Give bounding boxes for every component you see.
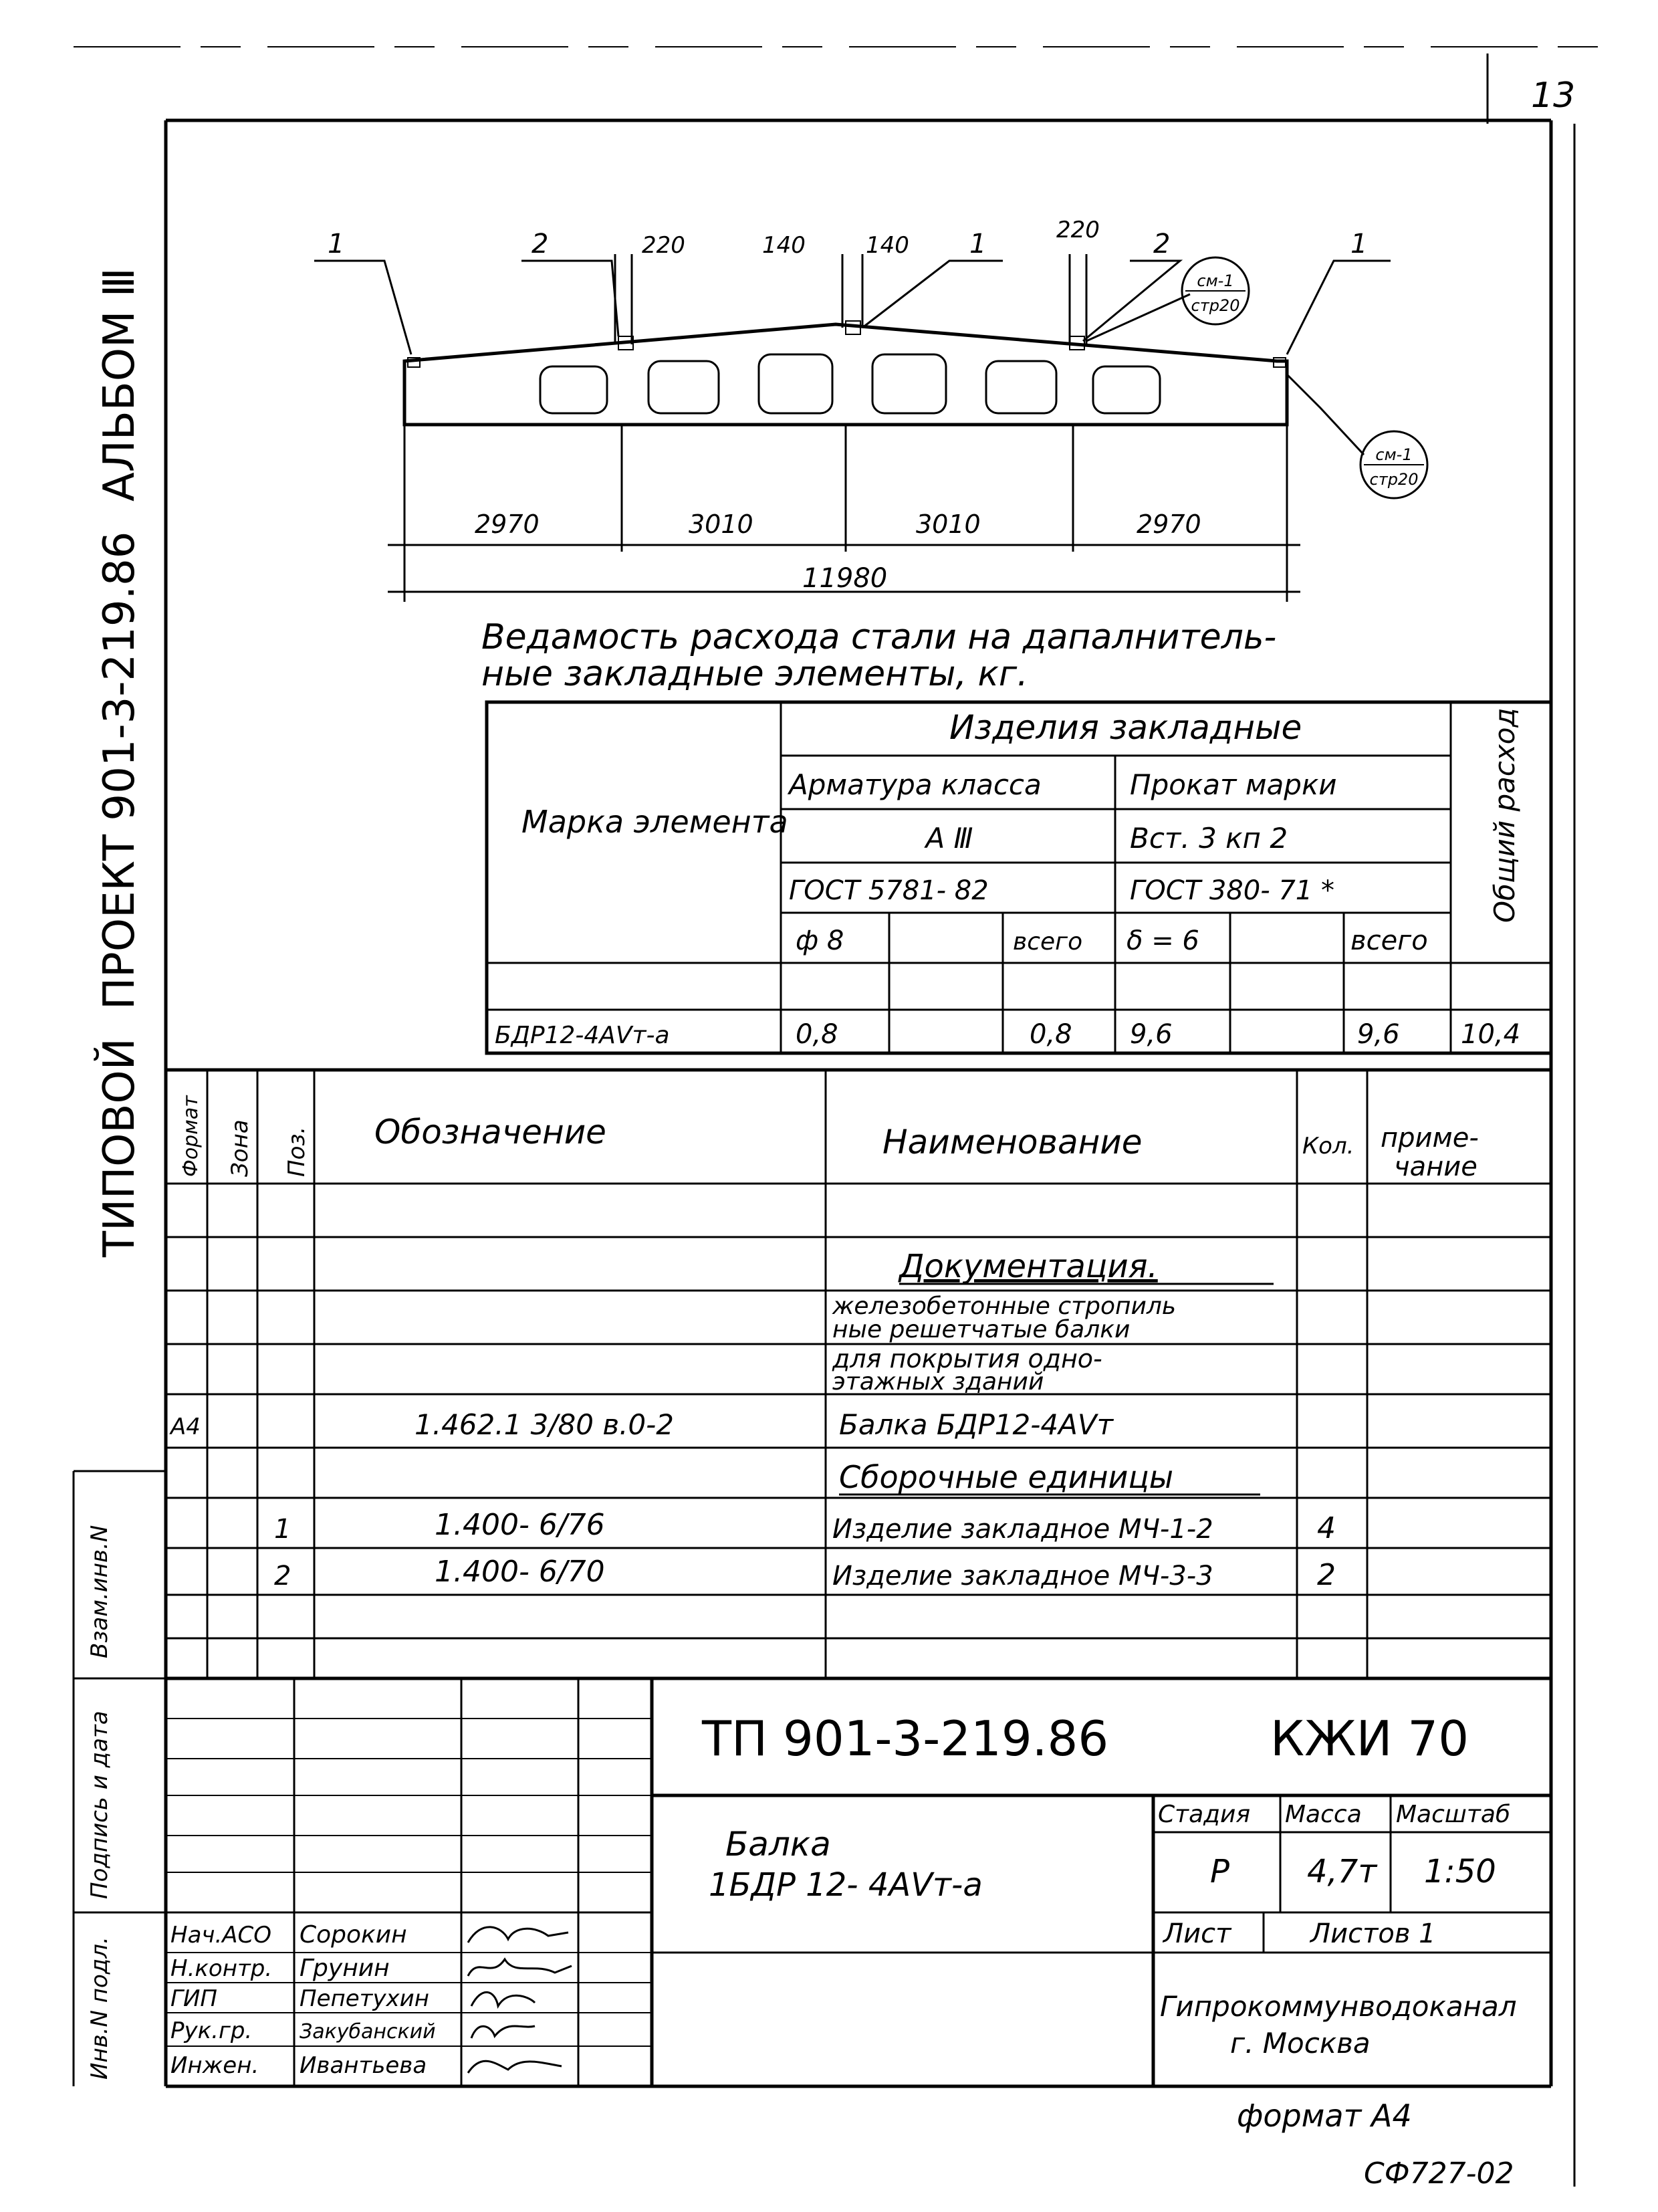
row-name: Изделие закладное МЧ-1-2 bbox=[832, 1514, 1213, 1545]
beam-elevation bbox=[314, 254, 1427, 602]
row-total2: 9,6 bbox=[1357, 1019, 1400, 1050]
steel-table-title-line2: ные закладные элементы, кг. bbox=[481, 654, 1028, 694]
leader-line bbox=[1287, 374, 1364, 455]
span-dimension: 3010 bbox=[916, 510, 981, 539]
span-dimension: 2970 bbox=[1137, 510, 1201, 539]
mass-label: Масса bbox=[1285, 1801, 1362, 1828]
callout-label: 140 bbox=[866, 232, 909, 259]
row-mark: БДР12-4АⅤт-а bbox=[495, 1022, 670, 1049]
beam-opening bbox=[986, 361, 1056, 413]
leader-line bbox=[1083, 261, 1180, 341]
role-name: Грунин bbox=[300, 1955, 390, 1982]
strip-inv-original bbox=[86, 1937, 113, 2080]
svg-text:Инв.N подл.: Инв.N подл. bbox=[86, 1937, 113, 2080]
doc-desc-line: для покрытия одно- bbox=[832, 1344, 1102, 1373]
callout-label: 220 bbox=[642, 232, 685, 259]
total-length-dimension: 11980 bbox=[802, 563, 888, 594]
sheets-label: Листов 1 bbox=[1310, 1918, 1436, 1949]
role-label: Рук.гр. bbox=[170, 2017, 253, 2044]
rolled-steel: Вст. 3 кп 2 bbox=[1130, 822, 1288, 855]
armature-gost: ГОСТ 5781- 82 bbox=[789, 875, 989, 906]
leader-line bbox=[862, 261, 1003, 328]
row-name: Балка БДР12-4АⅤт bbox=[839, 1408, 1114, 1441]
callout-label: 2 bbox=[531, 229, 549, 259]
row-qty: 4 bbox=[1317, 1511, 1336, 1545]
group-header: Изделия закладные bbox=[949, 708, 1302, 747]
sub-phi8: ф 8 bbox=[796, 925, 844, 956]
side-typical: ТИПОВОЙ bbox=[95, 1038, 144, 1257]
span-dimension: 3010 bbox=[689, 510, 753, 539]
svg-text:Взам.инв.N: Взам.инв.N bbox=[86, 1525, 113, 1658]
beam-opening bbox=[1093, 366, 1160, 413]
item-name-line2: 1БДР 12- 4АⅤт-а bbox=[709, 1866, 983, 1904]
row-designation: 1.400- 6/76 bbox=[435, 1508, 605, 1542]
sub-total1: всего bbox=[1013, 928, 1083, 956]
scale-label: Масштаб bbox=[1396, 1801, 1511, 1828]
callout-label: 140 bbox=[762, 232, 806, 259]
beam-opening bbox=[648, 361, 719, 413]
span-dimension: 2970 bbox=[475, 510, 540, 539]
callout-label: 1 bbox=[969, 229, 987, 259]
mark-header: Марка элемента bbox=[521, 804, 788, 840]
section-documentation: Документация. bbox=[899, 1248, 1158, 1285]
role-name: Закубанский bbox=[300, 2020, 436, 2043]
organization-line2: г. Москва bbox=[1230, 2027, 1371, 2060]
sheet-label: Лист bbox=[1163, 1918, 1231, 1949]
row-pos: 2 bbox=[274, 1561, 291, 1591]
header-note-line1: приме- bbox=[1381, 1123, 1479, 1153]
node-ref-bottom-page: стр20 bbox=[1369, 470, 1419, 489]
header-name: Наименование bbox=[882, 1123, 1143, 1162]
doc-desc-line: железобетонные стропиль bbox=[832, 1293, 1177, 1320]
leader-line bbox=[314, 261, 411, 354]
sub-total2: всего bbox=[1350, 925, 1428, 956]
svg-text:Формат: Формат bbox=[179, 1095, 203, 1177]
side-stamp bbox=[94, 267, 144, 1258]
armature-grade: А Ⅲ bbox=[925, 822, 973, 855]
scale-value: 1:50 bbox=[1424, 1853, 1496, 1890]
callout-label: 220 bbox=[1056, 217, 1100, 243]
signature bbox=[468, 1927, 568, 1943]
role-label: Инжен. bbox=[170, 2052, 259, 2079]
row-grand-total: 10,4 bbox=[1461, 1019, 1521, 1050]
leader-line bbox=[1086, 294, 1190, 341]
stage-value: Р bbox=[1210, 1853, 1229, 1890]
corner-code: СФ727-02 bbox=[1364, 2156, 1514, 2191]
page-number: 13 bbox=[1531, 76, 1576, 116]
row-phi8: 0,8 bbox=[796, 1019, 838, 1050]
row-delta6: 9,6 bbox=[1130, 1019, 1173, 1050]
row-designation: 1.462.1 3/80 в.0-2 bbox=[414, 1408, 675, 1441]
node-ref-top-page: стр20 bbox=[1191, 296, 1240, 315]
doc-desc-line: ные решетчатые балки bbox=[832, 1316, 1131, 1343]
steel-table-title-line1: Ведамость расхода стали на дапалнитель- bbox=[481, 617, 1277, 657]
rolled-grade-label: Прокат марки bbox=[1130, 768, 1337, 801]
role-label: Н.контр. bbox=[170, 1955, 273, 1982]
steel-table-grid bbox=[487, 702, 1551, 1053]
strip-signature-date bbox=[86, 1710, 113, 1899]
signature bbox=[471, 2026, 535, 2038]
header-qty: Кол. bbox=[1302, 1133, 1354, 1159]
callout-label: 1 bbox=[1350, 229, 1368, 259]
beam-opening bbox=[872, 354, 946, 413]
row-total1: 0,8 bbox=[1030, 1019, 1072, 1050]
beam-outline bbox=[404, 324, 1287, 425]
sheet-code: КЖИ 70 bbox=[1270, 1710, 1469, 1767]
signatures bbox=[468, 1927, 572, 2073]
signature bbox=[468, 1959, 572, 1976]
side-album: АЛЬБОМ Ⅲ bbox=[95, 267, 144, 502]
signature bbox=[471, 1992, 535, 2006]
stage-label: Стадия bbox=[1158, 1801, 1251, 1828]
row-pos: 1 bbox=[274, 1514, 291, 1545]
mass-value: 4,7т bbox=[1307, 1853, 1377, 1890]
leader-line bbox=[521, 261, 618, 336]
callout-label: 2 bbox=[1153, 229, 1171, 259]
row-designation: 1.400- 6/70 bbox=[435, 1555, 605, 1589]
strip-vzam bbox=[86, 1525, 113, 1658]
svg-text:Общий расход: Общий расход bbox=[1488, 707, 1521, 923]
section-assemblies: Сборочные единицы bbox=[839, 1459, 1174, 1495]
side-project: ПРОЕКТ 901-3-219.86 bbox=[95, 531, 144, 1010]
svg-text:Поз.: Поз. bbox=[283, 1126, 310, 1177]
row-format: А4 bbox=[170, 1414, 201, 1440]
role-name: Пепетухин bbox=[300, 1985, 430, 2012]
header-pos bbox=[283, 1127, 310, 1177]
header-format bbox=[179, 1095, 203, 1177]
project-code: ТП 901-3-219.86 bbox=[702, 1710, 1109, 1767]
header-zone bbox=[227, 1119, 253, 1177]
role-label: ГИП bbox=[170, 1985, 217, 2012]
organization-line1: Гипрокоммунводоканал bbox=[1160, 1990, 1517, 2023]
role-label: Нач.АСО bbox=[170, 1922, 272, 1949]
leader-line bbox=[1287, 261, 1391, 354]
sub-delta6: δ = 6 bbox=[1127, 925, 1199, 956]
row-qty: 2 bbox=[1317, 1558, 1336, 1592]
format-note: формат А4 bbox=[1237, 2098, 1412, 2134]
node-ref-top-label: см-1 bbox=[1197, 271, 1234, 290]
beam-opening bbox=[759, 354, 832, 413]
role-name: Сорокин bbox=[300, 1921, 407, 1949]
svg-text:Подпись и дата: Подпись и дата bbox=[86, 1710, 113, 1899]
rolled-gost: ГОСТ 380- 71 * bbox=[1130, 875, 1334, 906]
header-designation: Обозначение bbox=[374, 1113, 606, 1151]
signature bbox=[468, 2061, 562, 2073]
role-name: Ивантьева bbox=[300, 2052, 427, 2079]
svg-text:Зона: Зона bbox=[227, 1119, 253, 1177]
callout-label: 1 bbox=[328, 229, 345, 259]
total-header bbox=[1488, 707, 1521, 923]
beam-opening bbox=[540, 366, 607, 413]
header-note-line2: чание bbox=[1394, 1151, 1477, 1182]
armature-class-label: Арматура класса bbox=[789, 768, 1042, 801]
row-name: Изделие закладное МЧ-3-3 bbox=[832, 1561, 1213, 1591]
node-ref-bottom-label: см-1 bbox=[1375, 445, 1413, 464]
doc-desc-line: этажных зданий bbox=[832, 1368, 1044, 1396]
item-name-line1: Балка bbox=[725, 1825, 831, 1864]
